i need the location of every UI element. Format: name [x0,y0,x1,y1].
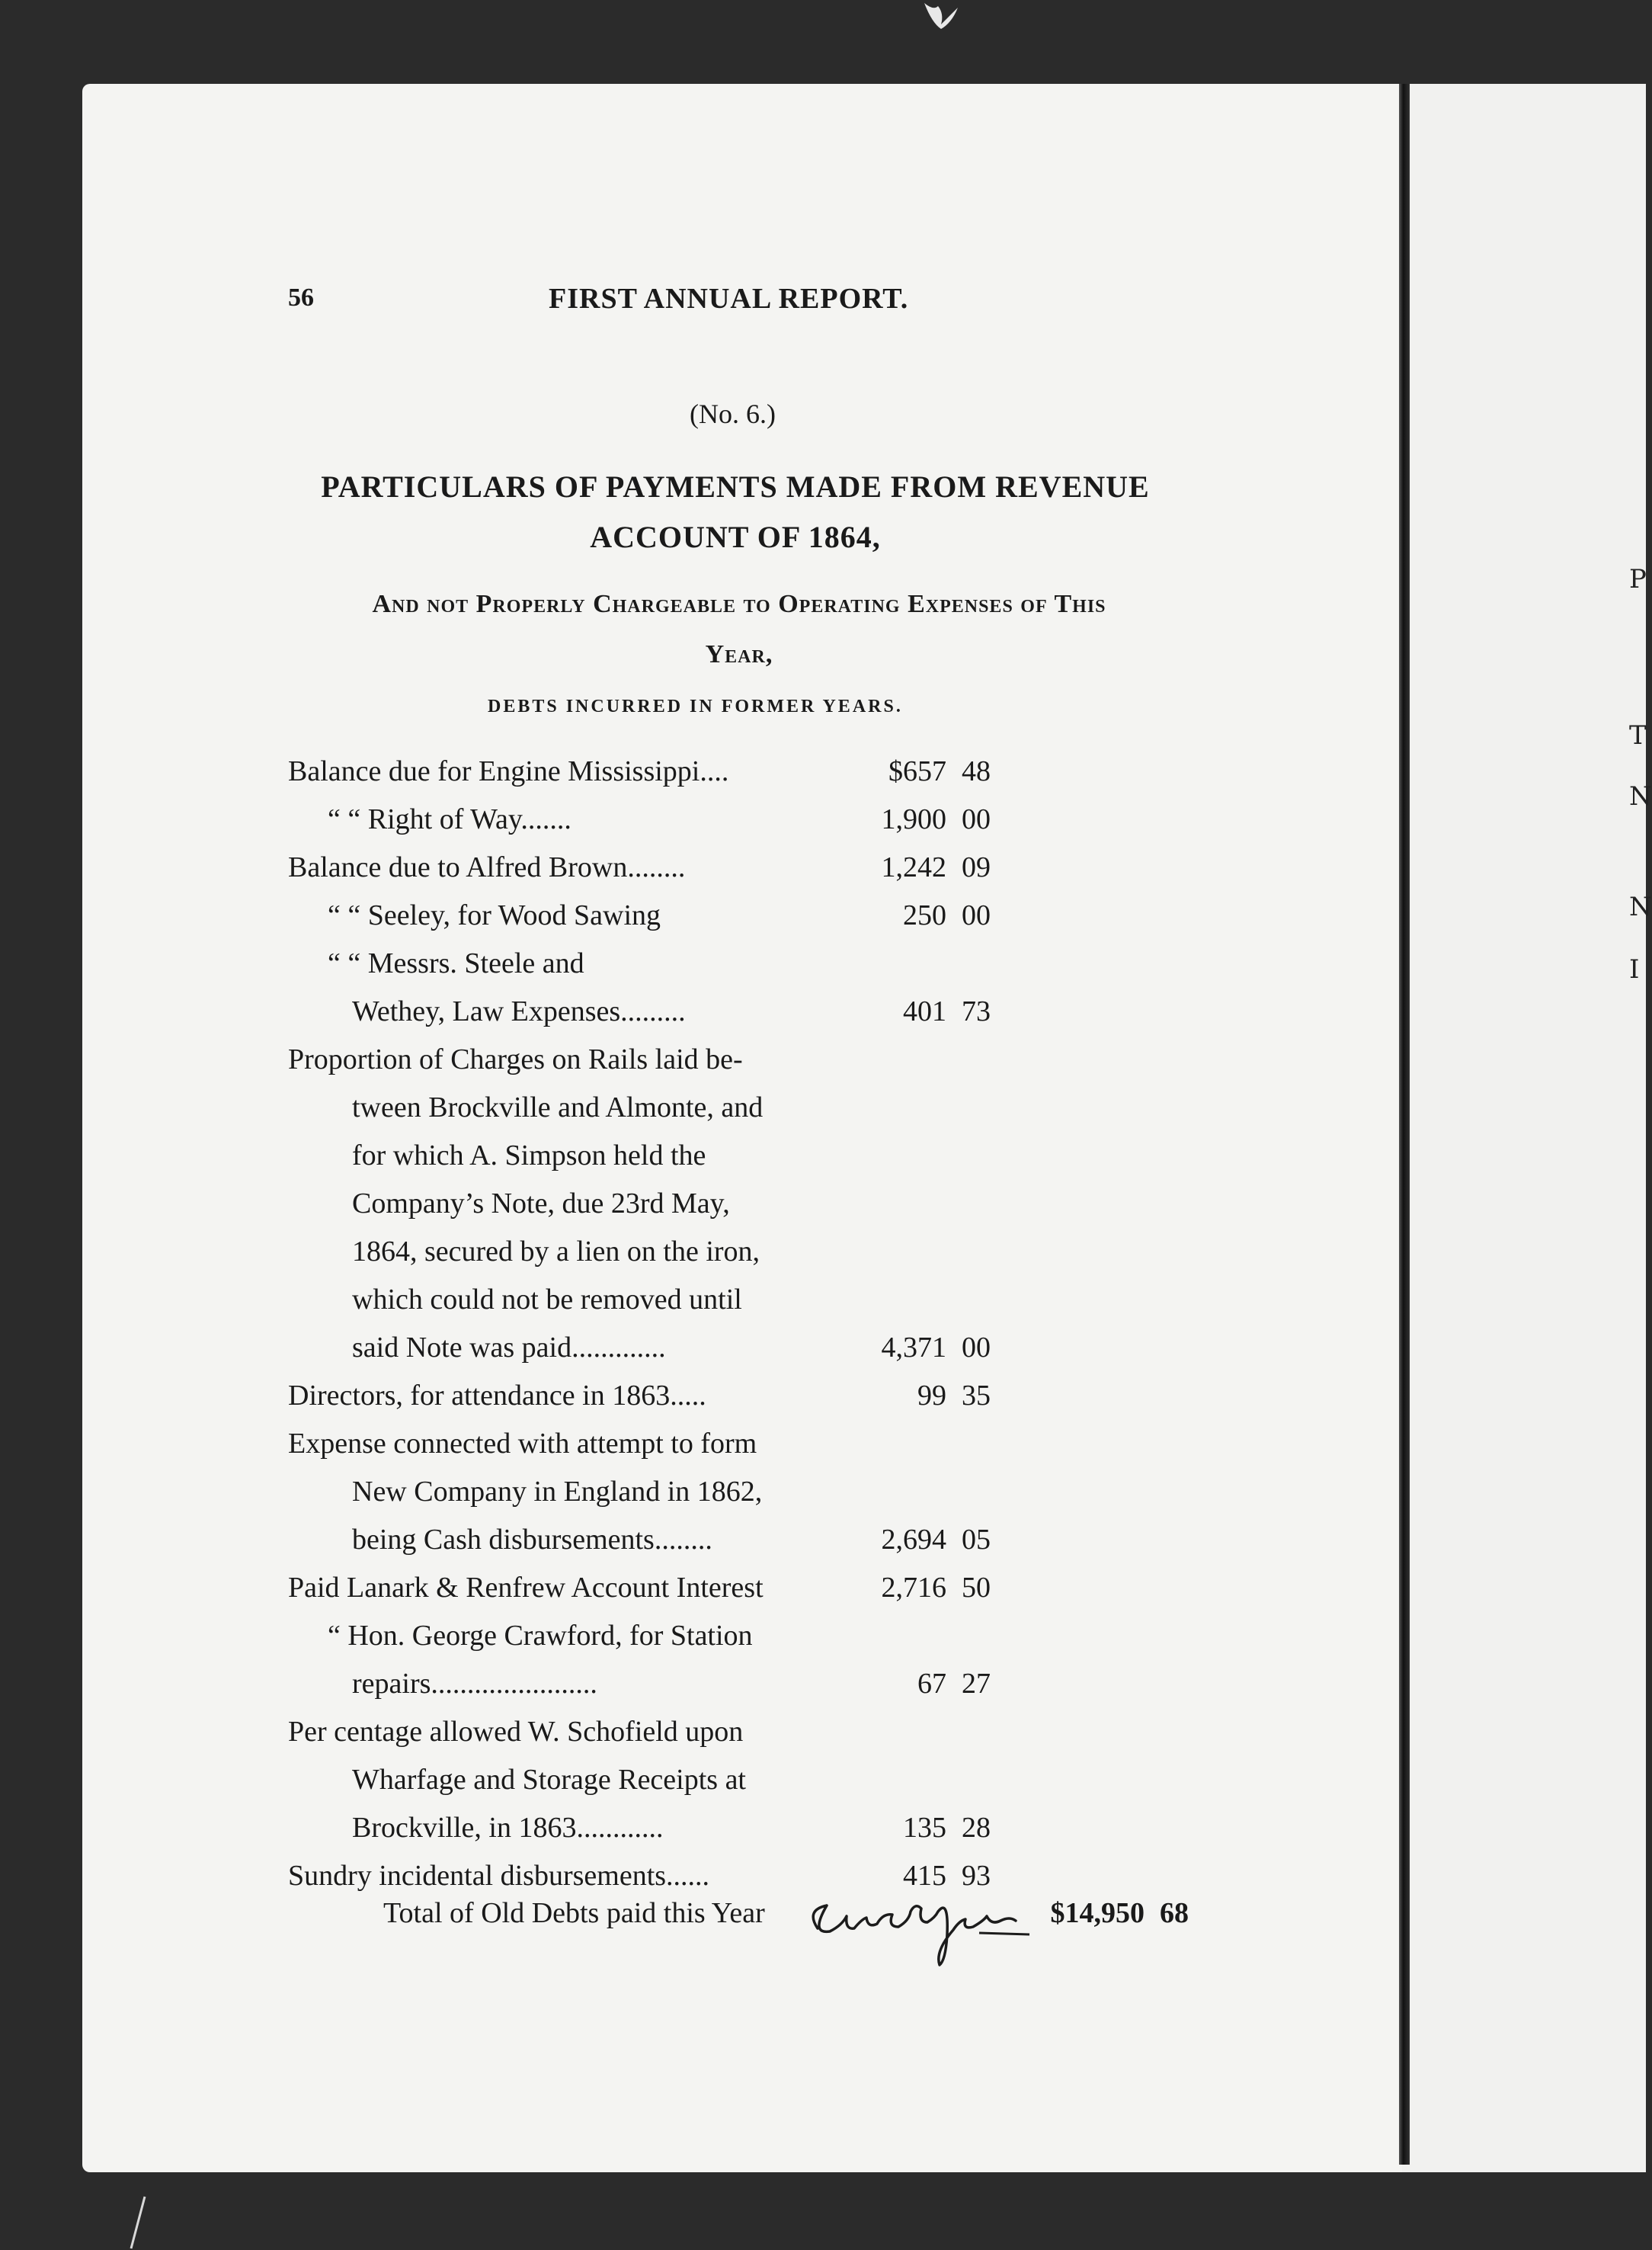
entry-text-line: Balance due for Engine Mississippi.... [288,755,729,787]
entry-cents: 50 [962,1572,991,1604]
total-cents: 68 [1160,1897,1189,1929]
entry-text-line: Brockville, in 1863............ [352,1812,664,1844]
entry-text-line: Proportion of Charges on Rails laid be- [288,1043,743,1075]
entry-cents: 05 [962,1524,991,1556]
entry-text-line: Paid Lanark & Renfrew Account Interest [288,1572,764,1604]
facing-letter: I [1629,954,1640,985]
entry-cents: 00 [962,803,991,835]
entry-text-line: “ “ Right of Way....... [328,803,571,835]
subtitle-line: And not Properly Chargeable to Operating Expenses of This [372,590,1106,618]
entry-cents: 00 [962,899,991,931]
facing-letter: N [1629,781,1652,812]
entry-dollars: 135 [903,1812,946,1844]
total-dollars: $14,950 [1050,1897,1145,1929]
entry-text-line: New Company in England in 1862, [352,1476,763,1508]
total-label: Total of Old Debts paid this Year [383,1897,765,1929]
title-line: ACCOUNT OF 1864, [590,520,881,554]
entry-dollars: 4,371 [881,1332,946,1364]
page-number: 56 [288,284,314,312]
entry-text-line: “ Hon. George Crawford, for Station [328,1620,753,1652]
handwritten-signature [804,1875,1032,1989]
entry-dollars: 401 [903,995,946,1027]
entry-cents: 73 [962,995,991,1027]
entry-dollars: 1,242 [881,851,946,883]
entry-cents: 35 [962,1380,991,1412]
entry-dollars: $657 [888,755,946,787]
document-subtitle [282,579,1196,680]
book-gutter [1399,84,1410,2165]
entry-text-line: tween Brockville and Almonte, and [352,1091,764,1123]
document-title [274,462,1196,562]
facing-letter: P [1629,564,1647,595]
entry-dollars: 415 [903,1860,946,1892]
entry-text-line: being Cash disbursements........ [352,1524,712,1556]
entry-dollars: 2,716 [881,1572,946,1604]
entry-cents: 27 [962,1668,991,1700]
entry-text-line: Balance due to Alfred Brown........ [288,851,686,883]
entry-text-line: repairs....................... [352,1668,597,1700]
entry-dollars: 2,694 [881,1524,946,1556]
entry-text-line: Per centage allowed W. Schofield upon [288,1716,744,1748]
running-head: FIRST ANNUAL REPORT. [549,283,909,315]
facing-letter: T [1629,720,1647,751]
entry-cents: 93 [962,1860,991,1892]
document-page [82,84,1416,2172]
entry-text-line: Company’s Note, due 23rd May, [352,1188,730,1220]
entry-cents: 28 [962,1812,991,1844]
binding-clip-icon [918,0,964,30]
entry-text-line: Expense connected with attempt to form [288,1428,757,1460]
entry-dollars: 1,900 [881,803,946,835]
entry-text-line: Directors, for attendance in 1863..... [288,1380,706,1412]
entry-dollars: 67 [917,1668,946,1700]
entry-text-line: Wharfage and Storage Receipts at [352,1764,746,1796]
table-number: (No. 6.) [690,399,776,429]
title-line: PARTICULARS OF PAYMENTS MADE FROM REVENUE [321,470,1150,504]
subtitle-line: Year, [705,640,773,668]
facing-page [1402,84,1646,2172]
entry-text-line: said Note was paid............. [352,1332,666,1364]
entry-cents: 48 [962,755,991,787]
entry-text-line: “ “ Messrs. Steele and [328,947,584,979]
entry-cents: 00 [962,1332,991,1364]
section-heading: DEBTS INCURRED IN FORMER YEARS. [488,697,903,716]
entry-dollars: 250 [903,899,946,931]
entry-cents: 09 [962,851,991,883]
entry-text-line: Wethey, Law Expenses......... [352,995,686,1027]
entry-text-line: Sundry incidental disbursements...... [288,1860,710,1892]
scratch-mark [128,2195,148,2250]
entry-text-line: “ “ Seeley, for Wood Sawing [328,899,661,931]
entry-dollars: 99 [917,1380,946,1412]
facing-letter: N [1629,892,1652,922]
entry-text-line: 1864, secured by a lien on the iron, [352,1236,760,1268]
entry-text-line: for which A. Simpson held the [352,1139,706,1171]
entry-text-line: which could not be removed until [352,1284,742,1316]
